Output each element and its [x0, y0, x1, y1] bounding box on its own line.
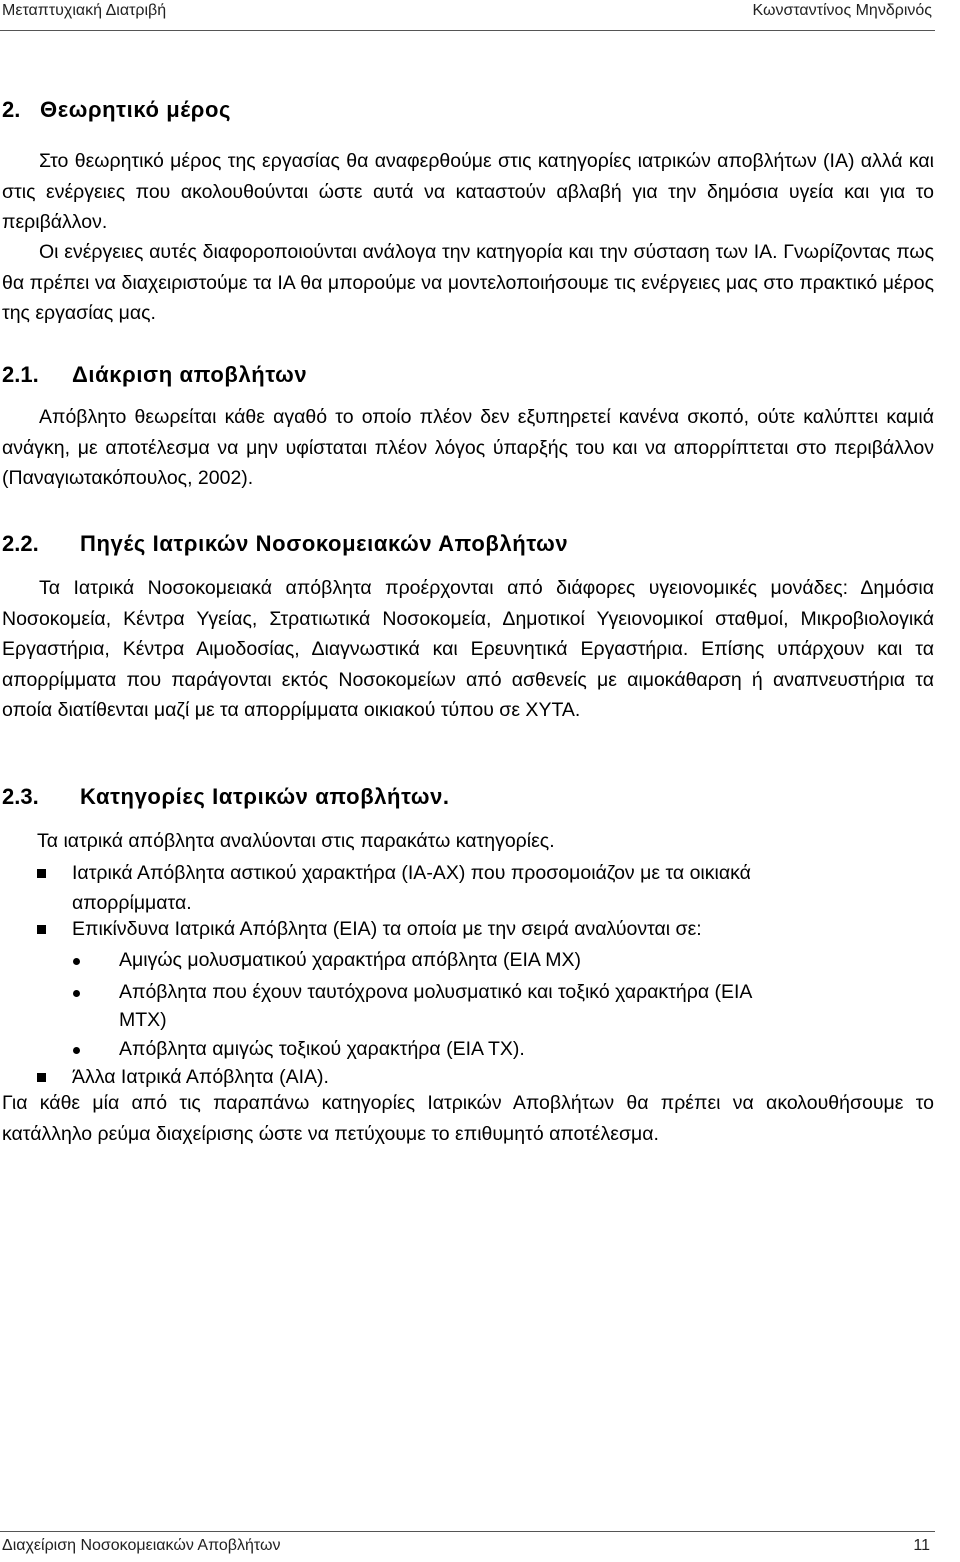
section-title: Θεωρητικό μέρος [40, 97, 232, 122]
section-2-1-paragraph: Απόβλητο θεωρείται κάθε αγαθό το οποίο πλέον δεν εξυπηρετεί κανένα σκοπό, ούτε καλύπτει καμιά ανάγκη, με αποτέλεσμα να μην υφίσταται πλέον λόγος ύπαρξής του και να απορρίπτεται στο περιβάλλον (Παναγιωτακόπουλος, 2002). [2, 406, 934, 489]
section-title: Πηγές Ιατρικών Νοσοκομειακών Αποβλήτων [80, 531, 569, 556]
round-bullet-icon [73, 958, 80, 965]
section-2-paragraph-1: Στο θεωρητικό μέρος της εργασίας θα αναφερθούμε στις κατηγορίες ιατρικών αποβλήτων (ΙΑ) αλλά και στις ενέργειες που ακολουθούνται ώστε αυτά να καταστούν αβλαβή για την δημόσια υγεία και για το περιβάλλον. [2, 150, 934, 233]
section-title: Διάκριση αποβλήτων [72, 362, 308, 387]
section-number: 2.3. [2, 784, 39, 809]
list-item-3: Άλλα Ιατρικά Απόβλητα (ΑΙΑ). [72, 1066, 329, 1088]
square-bullet-icon [37, 925, 46, 934]
section-2-1-heading [2, 362, 307, 388]
section-title: Κατηγορίες Ιατρικών αποβλήτων. [80, 784, 450, 809]
section-2-2-paragraph: Τα Ιατρικά Νοσοκομειακά απόβλητα προέρχονται από διάφορες υγειονομικές μονάδες: Δημόσια Νοσοκομεία, Κέντρα Υγείας, Στρατιωτικά Νοσοκομεία, Δημοτικοί Υγειονομικοί σταθμοί, Μικροβιολογικά Εργαστήρια, Κέντρα Αιμοδοσίας, Διαγνωστικά και Ερευνητικά Εργαστήρια. Επίσης υπάρχουν και τα απορρίμματα που παράγονται εκτός Νοσοκομείων από ασθενείς με αιμοκάθαρση ή αναπνευστήρια τα οποία διατίθενται μαζί με τα απορρίμματα οικιακού τύπου σε ΧΥΤΑ. [2, 577, 934, 721]
round-bullet-icon [73, 990, 80, 997]
section-2-2-heading [2, 531, 568, 557]
page-number: 11 [913, 1537, 930, 1554]
section-2-heading [2, 97, 231, 123]
section-2-3-closing-paragraph: Για κάθε μία από τις παραπάνω κατηγορίες Ιατρικών Αποβλήτων θα πρέπει να ακολουθήσουμε το κατάλληλο ρεύμα διαχείρισης ώστε να πετύχουμε το επιθυμητό αποτέλεσμα. [2, 1092, 934, 1145]
list-item-2: Επικίνδυνα Ιατρικά Απόβλητα (ΕΙΑ) τα οποία με την σειρά αναλύονται σε: [72, 918, 702, 940]
running-header-right: Κωνσταντίνος Μηνδρινός [752, 2, 932, 19]
running-header-left: Μεταπτυχιακή Διατριβή [2, 2, 167, 19]
round-bullet-icon [73, 1047, 80, 1054]
running-footer-left: Διαχείριση Νοσοκομειακών Αποβλήτων [2, 1537, 281, 1554]
section-number: 2. [2, 97, 21, 122]
list-item-1-line-1: Ιατρικά Απόβλητα αστικού χαρακτήρα (ΙΑ-ΑΧ) που προσομοιάζον με τα οικιακά [72, 862, 751, 884]
sub-item-2-line-1: Απόβλητα που έχουν ταυτόχρονα μολυσματικό και τοξικό χαρακτήρα (ΕΙΑ [119, 981, 753, 1003]
list-item-1-line-2: απορρίμματα. [72, 892, 192, 914]
sub-item-2-line-2: ΜΤΧ) [119, 1009, 167, 1031]
sub-item-3: Απόβλητα αμιγώς τοξικού χαρακτήρα (ΕΙΑ ΤΧ). [119, 1038, 525, 1060]
square-bullet-icon [37, 1073, 46, 1082]
header-divider [0, 30, 935, 31]
sub-item-1: Αμιγώς μολυσματικού χαρακτήρα απόβλητα (ΕΙΑ ΜΧ) [119, 949, 581, 971]
section-2-paragraph-2: Οι ενέργειες αυτές διαφοροποιούνται ανάλογα την κατηγορία και την σύσταση των ΙΑ. Γνωρίζοντας πως θα πρέπει να διαχειριστούμε τα ΙΑ θα μπορούμε να μοντελοποιήσουμε τις ενέργειες μας στο πρακτικό μέρος της εργασίας μας. [2, 241, 934, 324]
footer-divider [0, 1531, 935, 1532]
section-2-3-intro: Τα ιατρικά απόβλητα αναλύονται στις παρακάτω κατηγορίες. [37, 830, 555, 852]
square-bullet-icon [37, 869, 46, 878]
section-number: 2.2. [2, 531, 39, 556]
section-number: 2.1. [2, 362, 39, 387]
section-2-3-heading [2, 784, 450, 810]
